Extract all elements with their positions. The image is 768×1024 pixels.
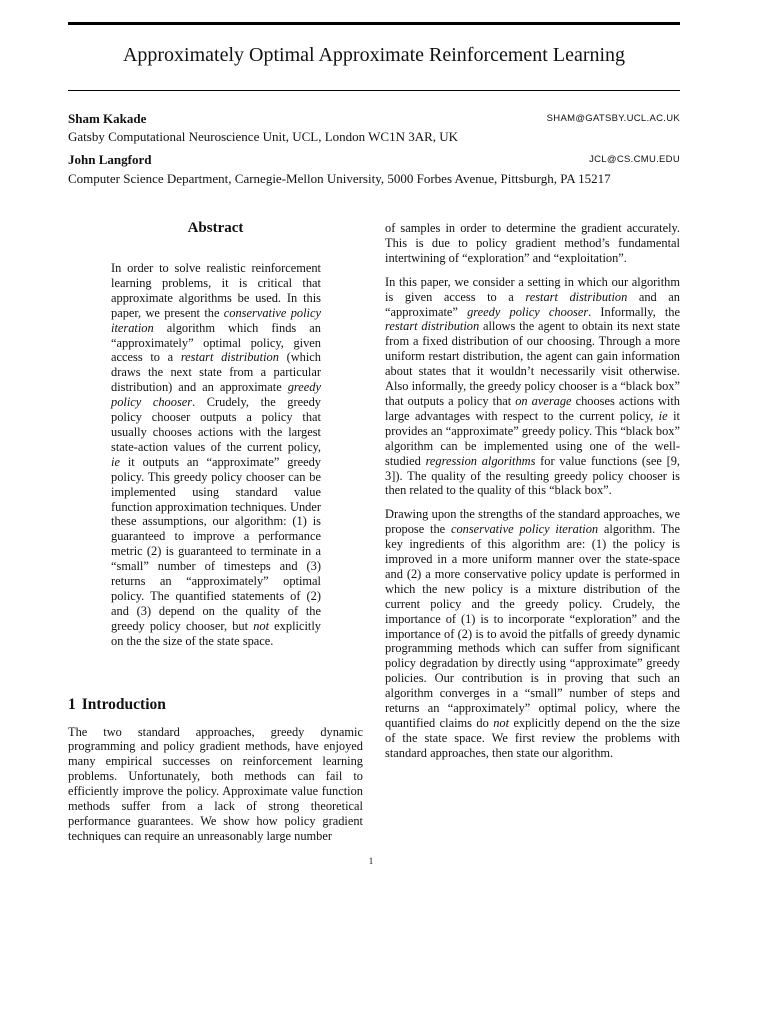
author-name: Sham Kakade [68,111,147,126]
body-paragraph: Drawing upon the strengths of the standard approaches, we propose the conservative policy iteration algorithm. The key ingredients of this algorithm are: (1) the policy is improved in a more uniform manner over the state-space and (2) a more conservative policy update is performed in which the new policy is a mixture distribution of the current policy and the greedy policy. Crudely, the importance of (1) is to incorporate “exploration” and the importance of (2) is to avoid the pitfalls of greedy dynamic programming methods which can suffer from significant policy degradation by directly using “approximate” greedy policies. Our contribution is in proving that such an algorithm converges in a “small” number of steps and returns an “approximately” optimal policy, where the quantified claims do not explicitly depend on the the size of the state space. We first review the problems with standard approaches, then state our algorithm. [385,507,681,760]
section-number: 1 [68,695,76,713]
section-heading-introduction [68,695,363,715]
author-email: SHAM@GATSBY.UCL.AC.UK [546,113,680,124]
abstract-text: In order to solve realistic reinforcement learning problems, it is critical that approximate algorithms be used. In this paper, we present the conservative policy iteration algorithm which finds an “approximately” optimal policy, given access to a restart distribution (which draws the next state from a particular distribution) and an approximate greedy policy chooser. Crudely, the greedy policy chooser outputs a policy that usually chooses actions with the largest state-action values of the current policy, ie it outputs an “approximate” greedy policy. This greedy policy chooser can be implemented using standard value function approximation techniques. Under these assumptions, our algorithm: (1) is guaranteed to improve a performance metric (2) is guaranteed to terminate in a “small” number of timesteps and (3) returns an “approximately” optimal policy. The quantified statements of (2) and (3) depend on the quality of the greedy policy chooser, but not explicitly on the the size of the state space. [111,261,321,648]
author-email: JCL@CS.CMU.EDU [589,154,680,165]
page-number: 1 [368,856,374,866]
author-affiliation: Gatsby Computational Neuroscience Unit, UCL, London WC1N 3AR, UK [68,129,459,144]
left-column [68,218,363,844]
paper-title: Approximately Optimal Approximate Reinforcement Learning [122,44,626,66]
title-rule-bottom [68,90,680,91]
body-paragraph: In this paper, we consider a setting in which our algorithm is given access to a restart distribution and an “approximate” greedy policy chooser. Informally, the restart distribution allows the agent to obtain its next state from a fixed distribution of our choosing. Through a more uniform restart distribution, the agent can gain information about states that it wouldn’t necessarily visit otherwise. Also informally, the greedy policy chooser is a “black box” that outputs a policy that on average chooses actions with large advantages with respect to the current policy, ie it provides an “approximate” greedy policy. This “black box” algorithm can be implemented using one of the well-studied regression algorithms for value functions (see [9, 3]). The quality of the resulting greedy policy chooser is then related to the quality of this “black box”. [385,274,681,498]
right-column [385,221,680,761]
section-title: Introduction [81,695,166,713]
author-affiliation: Computer Science Department, Carnegie-Mellon University, 5000 Forbes Avenue, Pittsburgh, PA 15217 [68,171,611,186]
title-rule-top [68,22,680,25]
author-name: John Langford [68,152,152,167]
body-paragraph: The two standard approaches, greedy dynamic programming and policy gradient methods, have enjoyed many empirical successes on reinforcement learning problems. Unfortunately, both methods can fail to efficiently improve the policy. Approximate value function methods suffer from a lack of strong theoretical performance guarantees. We show how policy gradient techniques can require an unreasonably large number [68,724,363,843]
abstract-heading: Abstract [187,220,244,236]
body-paragraph: of samples in order to determine the gradient accurately. This is due to policy gradient method’s fundamental intertwining of “exploration” and “exploitation”. [385,221,680,265]
